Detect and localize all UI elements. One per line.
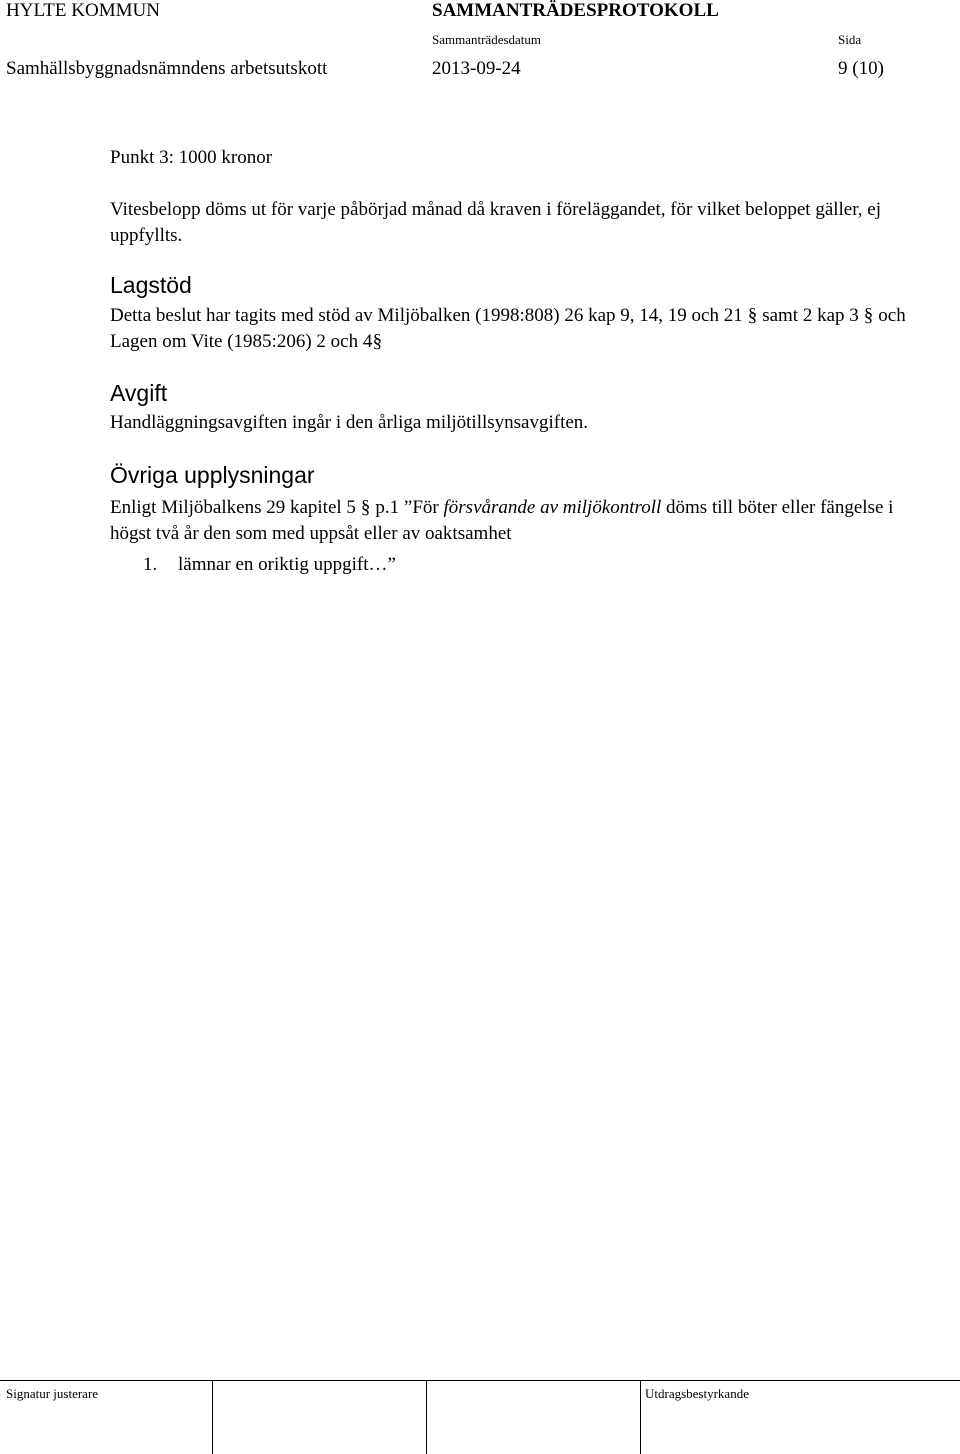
lagstod-text-1: Detta beslut har tagits med stöd av Miljöbalken (1998:808) 26 kap 9, 14, 19 och 21: [110, 305, 743, 326]
footer-signatur-label: Signatur justerare: [6, 1386, 99, 1401]
section-sign: §: [372, 331, 383, 352]
meeting-date: 2013-09-24: [432, 58, 521, 79]
vite-paragraph: Vitesbelopp döms ut för varje påbörjad månad då kraven i föreläggandet, för vilket beloppet gäller, ej uppfyllts.: [110, 199, 882, 246]
section-sign: §: [360, 497, 371, 518]
page-number: 9 (10): [838, 58, 884, 79]
document-type: SAMMANTRÄDESPROTOKOLL: [432, 0, 719, 21]
avgift-paragraph: Handläggningsavgiften ingår i den årliga miljötillsynsavgiften.: [110, 412, 589, 433]
list-item-number: 1.: [143, 554, 158, 575]
section-heading-lagstod: Lagstöd: [110, 272, 192, 298]
footer-divider: [0, 1380, 960, 1381]
punkt-line: Punkt 3: 1000 kronor: [110, 147, 273, 168]
ovriga-text-1: Enligt Miljöbalkens 29 kapitel 5: [110, 497, 356, 518]
ovriga-paragraph: [110, 495, 930, 547]
committee-name: Samhällsbyggnadsnämndens arbetsutskott: [6, 58, 328, 79]
section-heading-ovriga: Övriga upplysningar: [110, 462, 315, 488]
municipality-name: HYLTE KOMMUN: [6, 0, 160, 21]
footer-column-divider: [426, 1380, 427, 1454]
lagstod-paragraph: [110, 303, 940, 355]
lagstod-text-2: samt 2 kap 3: [762, 305, 859, 326]
ovriga-text-2: p.1 ”För: [375, 497, 439, 518]
section-sign: §: [747, 305, 758, 326]
ovriga-italic-text: försvårande av miljökontroll: [443, 497, 662, 518]
footer-column-divider: [640, 1380, 641, 1454]
ovriga-text-3: döms till böter eller fängelse i högst två år den som med uppsåt eller av oaktsamhet: [110, 497, 894, 544]
page-label: Sida: [838, 32, 862, 47]
section-heading-avgift: Avgift: [110, 380, 168, 406]
footer-column-divider: [212, 1380, 213, 1454]
list-item-text: lämnar en oriktig uppgift…”: [178, 554, 396, 575]
section-sign: §: [863, 305, 874, 326]
meeting-date-label: Sammanträdesdatum: [432, 32, 542, 47]
footer-utdrag-label: Utdragsbestyrkande: [645, 1386, 749, 1401]
lagstod-text-3: och Lagen om Vite (1985:206) 2 och 4: [110, 305, 906, 352]
